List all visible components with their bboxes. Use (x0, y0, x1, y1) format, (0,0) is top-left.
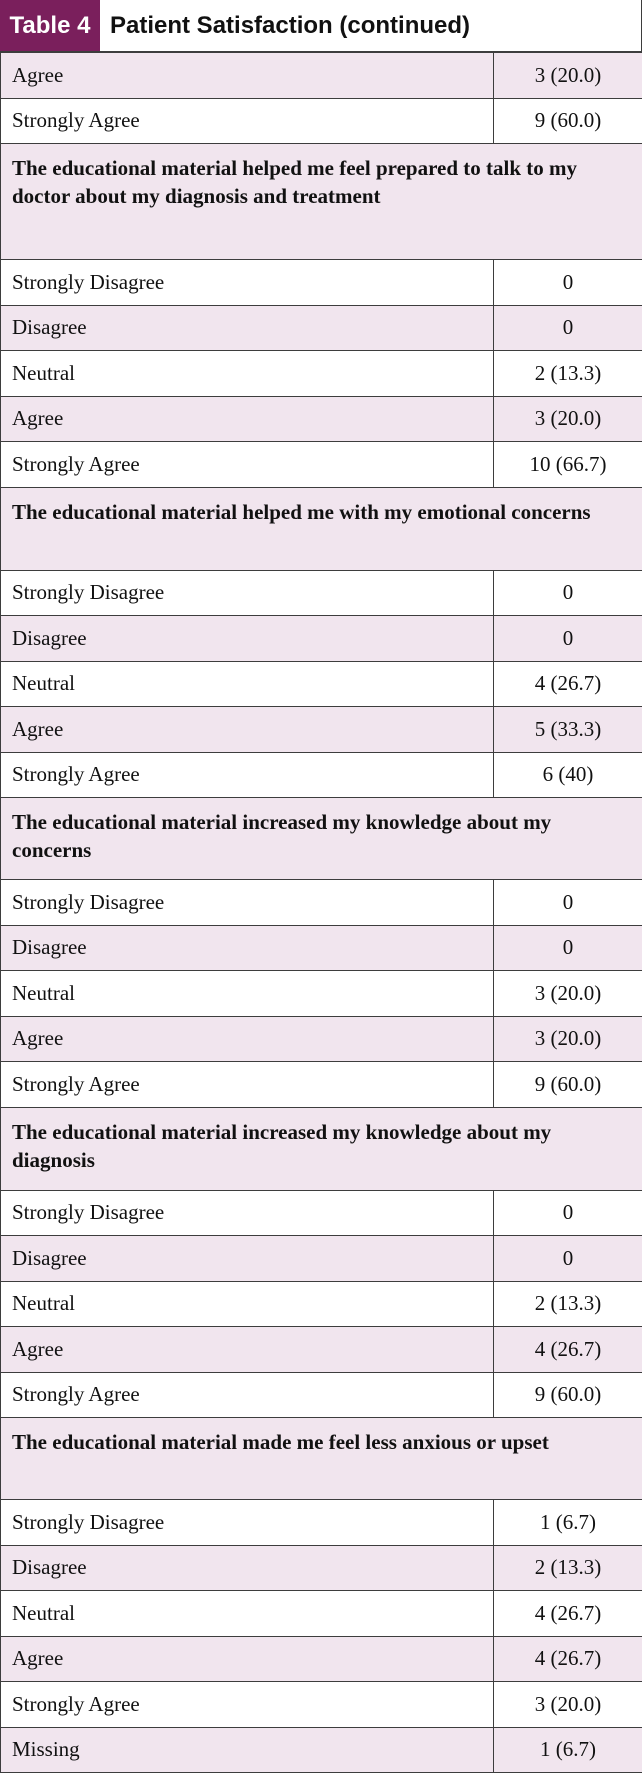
question-text: The educational material helped me feel prepared to talk to my doctor about my diagnosis and treatment (1, 144, 642, 260)
response-value: 3 (20.0) (494, 1016, 642, 1062)
response-label: Disagree (1, 925, 494, 971)
response-label: Disagree (1, 1545, 494, 1591)
satisfaction-table (0, 52, 642, 1773)
response-value: 0 (494, 305, 642, 351)
response-value: 9 (60.0) (494, 1062, 642, 1108)
response-label: Strongly Agree (1, 1682, 494, 1728)
response-row (1, 1500, 642, 1546)
response-value: 2 (13.3) (494, 351, 642, 397)
response-row (1, 1190, 642, 1236)
response-value: 1 (6.7) (494, 1500, 642, 1546)
response-label: Neutral (1, 1591, 494, 1637)
response-row (1, 305, 642, 351)
question-row (1, 144, 642, 260)
response-label: Agree (1, 1016, 494, 1062)
response-row (1, 570, 642, 616)
question-text: The educational material made me feel less anxious or upset (1, 1418, 642, 1500)
response-label: Agree (1, 396, 494, 442)
response-value: 3 (20.0) (494, 971, 642, 1017)
table-title: Patient Satisfaction (continued) (100, 0, 642, 51)
response-value: 2 (13.3) (494, 1545, 642, 1591)
response-value: 6 (40) (494, 752, 642, 798)
response-value: 4 (26.7) (494, 1327, 642, 1373)
response-value: 4 (26.7) (494, 1636, 642, 1682)
response-value: 0 (494, 1236, 642, 1282)
response-value: 0 (494, 616, 642, 662)
response-value: 3 (20.0) (494, 53, 642, 99)
response-value: 2 (13.3) (494, 1281, 642, 1327)
question-text: The educational material helped me with my emotional concerns (1, 487, 642, 570)
response-value: 0 (494, 880, 642, 926)
response-label: Strongly Disagree (1, 570, 494, 616)
response-value: 9 (60.0) (494, 98, 642, 144)
response-label: Disagree (1, 1236, 494, 1282)
response-value: 0 (494, 925, 642, 971)
response-row (1, 53, 642, 99)
response-label: Strongly Disagree (1, 880, 494, 926)
response-row (1, 971, 642, 1017)
response-value: 4 (26.7) (494, 1591, 642, 1637)
response-row (1, 442, 642, 488)
response-value: 1 (6.7) (494, 1727, 642, 1773)
response-label: Agree (1, 1327, 494, 1373)
response-label: Strongly Agree (1, 752, 494, 798)
response-label: Strongly Agree (1, 442, 494, 488)
response-row (1, 1372, 642, 1418)
response-row (1, 661, 642, 707)
response-label: Agree (1, 53, 494, 99)
table-number-badge: Table 4 (0, 0, 100, 51)
response-value: 0 (494, 1190, 642, 1236)
response-value: 5 (33.3) (494, 707, 642, 753)
response-row (1, 1236, 642, 1282)
response-row (1, 1636, 642, 1682)
response-row (1, 98, 642, 144)
response-label: Neutral (1, 1281, 494, 1327)
response-row (1, 351, 642, 397)
response-label: Missing (1, 1727, 494, 1773)
response-label: Agree (1, 707, 494, 753)
response-row (1, 1591, 642, 1637)
response-row (1, 1062, 642, 1108)
response-row (1, 396, 642, 442)
response-row (1, 1545, 642, 1591)
response-row (1, 752, 642, 798)
response-row (1, 880, 642, 926)
question-row (1, 1418, 642, 1500)
response-row (1, 616, 642, 662)
response-label: Strongly Disagree (1, 1500, 494, 1546)
response-value: 3 (20.0) (494, 1682, 642, 1728)
response-label: Strongly Agree (1, 1372, 494, 1418)
question-row (1, 1107, 642, 1190)
response-label: Neutral (1, 971, 494, 1017)
response-value: 0 (494, 570, 642, 616)
question-row (1, 798, 642, 880)
question-row (1, 487, 642, 570)
response-value: 9 (60.0) (494, 1372, 642, 1418)
response-label: Strongly Agree (1, 1062, 494, 1108)
response-row (1, 1327, 642, 1373)
response-label: Neutral (1, 351, 494, 397)
table-header (0, 0, 642, 52)
response-label: Strongly Agree (1, 98, 494, 144)
response-label: Disagree (1, 305, 494, 351)
response-value: 4 (26.7) (494, 661, 642, 707)
response-row (1, 707, 642, 753)
response-label: Strongly Disagree (1, 260, 494, 306)
response-label: Strongly Disagree (1, 1190, 494, 1236)
question-text: The educational material increased my knowledge about my concerns (1, 798, 642, 880)
response-value: 0 (494, 260, 642, 306)
response-row (1, 260, 642, 306)
table-body (1, 53, 642, 1773)
question-text: The educational material increased my knowledge about my diagnosis (1, 1107, 642, 1190)
response-row (1, 1727, 642, 1773)
response-row (1, 925, 642, 971)
response-label: Agree (1, 1636, 494, 1682)
response-label: Neutral (1, 661, 494, 707)
response-row (1, 1682, 642, 1728)
response-label: Disagree (1, 616, 494, 662)
response-value: 10 (66.7) (494, 442, 642, 488)
response-value: 3 (20.0) (494, 396, 642, 442)
response-row (1, 1016, 642, 1062)
response-row (1, 1281, 642, 1327)
